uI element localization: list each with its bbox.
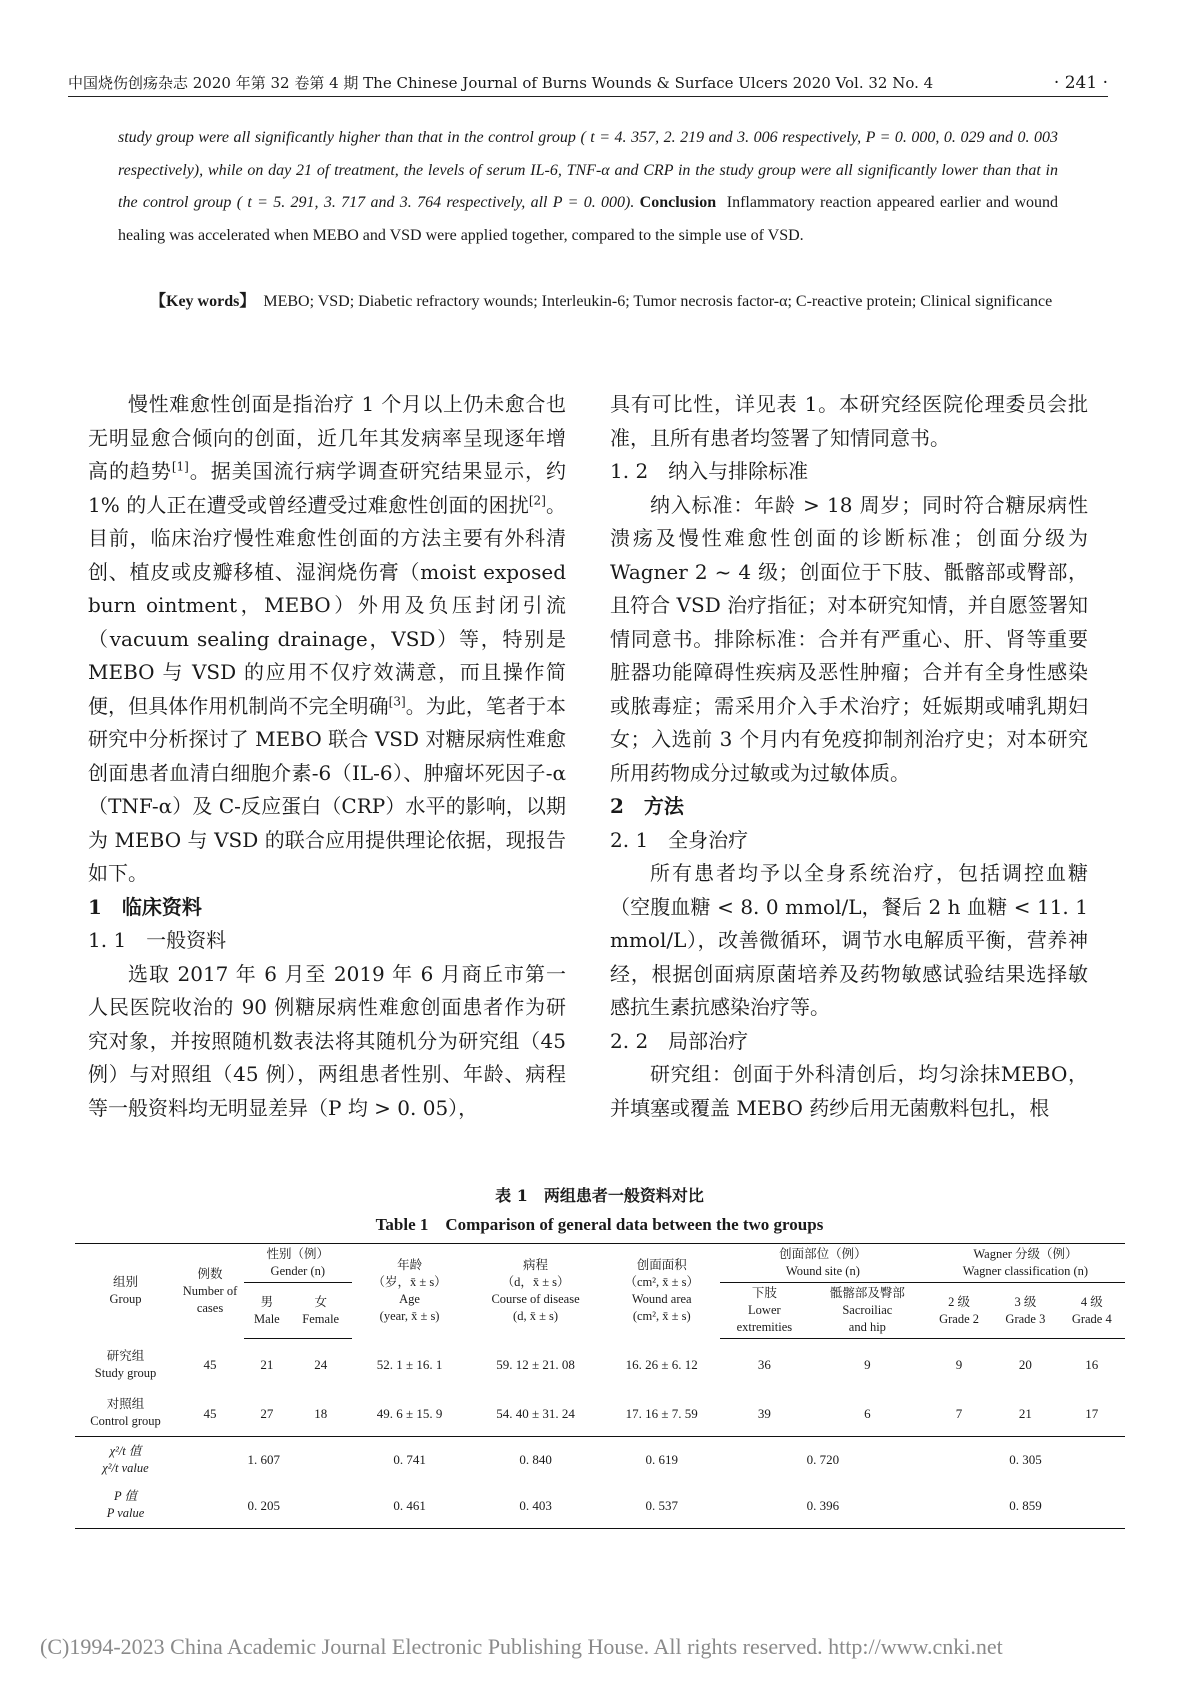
- table-row: 研究组 Study group 45 21 24 52. 1 ± 16. 1 59. 12 ± 21. 08 16. 26 ± 6. 12 36 9 9 20 16: [94, 1348, 1099, 1380]
- th-female-en: Female: [302, 1311, 340, 1326]
- th-age-en: Age: [399, 1292, 420, 1307]
- th-course-cn: 病程: [523, 1258, 549, 1273]
- journal-header: 中国烧伤创疡杂志 2020 年第 32 卷第 4 期 The Chinese Journal of Burns Wounds & Surface Ulcers 2020 Vol. 32 No. 4: [68, 74, 934, 92]
- th-g4-cn: 4 级: [1080, 1294, 1103, 1309]
- table-general-data: [75, 1243, 1125, 1529]
- keywords-text: MEBO; VSD; Diabetic refractory wounds; Interleukin-6; Tumor necrosis factor-α; C-reactive protein; Clinical significance: [263, 293, 1053, 310]
- page-number: · 241 ·: [1053, 73, 1108, 93]
- table-caption-cn: 表 1 两组患者一般资料对比: [495, 1186, 704, 1205]
- citation: [3]: [388, 693, 406, 708]
- table-stat-row: χ²/t 值 χ²/t value 1. 607 0. 741 0. 840 0. 619 0. 720 0. 305: [75, 1437, 1125, 1483]
- th-group-en: Group: [109, 1292, 142, 1307]
- paragraph-continued: 具有可比性，详见表 1。本研究经医院伦理委员会批准，且所有患者均签署了知情同意书。: [610, 392, 1088, 450]
- table-row: 对照组 Control group 45 27 18 49. 6 ± 15. 9 54. 40 ± 31. 24 17. 16 ± 7. 59 39 6 7 21 17: [90, 1397, 1099, 1429]
- keywords-label: 【Key words】: [150, 293, 256, 310]
- th-cases-cn: 例数: [197, 1266, 223, 1281]
- section-heading-2-2: 2. 2 局部治疗: [610, 1028, 749, 1053]
- th-male-cn: 男: [260, 1294, 274, 1309]
- section-heading-2-1: 2. 1 全身治疗: [610, 827, 749, 852]
- table-subheader-row: 男 Male 女 Female 下肢 Lower extremities 骶髂部及臀部 Sacroiliac and hip 2 级 Grade 2 3 级 Grade 3 4 级 Grade 4: [75, 1283, 1125, 1339]
- th-wagner-en: Wagner classification (n): [962, 1264, 1089, 1278]
- paragraph-2-1: 所有患者均予以全身系统治疗，包括调控血糖（空腹血糖 < 8. 0 mmol/L，餐后 2 h 血糖 < 11. 1 mmol/L），改善微循环，调节水电解质平衡，营养神经，根据创面病原菌培养及药物敏感试验结果选择敏感抗生素抗感染治疗等。: [610, 861, 1088, 1019]
- th-site-en: Wound site (n): [785, 1264, 860, 1278]
- th-gender-en: Gender (n): [270, 1264, 326, 1278]
- th-gender-cn: 性别（例）: [266, 1247, 330, 1261]
- citation: [1]: [171, 459, 189, 474]
- conclusion-label: Conclusion: [639, 194, 717, 211]
- th-site-cn: 创面部位（例）: [779, 1247, 867, 1261]
- th-lower-cn: 下肢: [751, 1286, 777, 1300]
- table-header-row: 组别 Group 例数 Number of cases 性别（例） Gender (n) 年龄 （岁，x̄ ± s） Age (year, x̄ ± s) 病程 （d，x̄ ± s） Course of disease (d, x̄ ± s) 创面面积 （cm², x̄ ± s） Wound area (cm², x̄ ± s) 创面部位（例） Wound site (n) Wagner 分级（例） Wagner classification (n): [75, 1244, 1125, 1283]
- copyright-footer: (C)1994-2023 China Academic Journal Electronic Publishing House. All rights reserved. http://www.cnki.net: [40, 1634, 1003, 1659]
- section-heading-2: 2 方法: [610, 794, 684, 818]
- th-sacro-cn: 骶髂部及臀部: [829, 1286, 905, 1300]
- keywords: [118, 286, 1058, 319]
- paragraph-2-2: 研究组：创面于外科清创后，均匀涂抹MEBO，并填塞或覆盖 MEBO 药纱后用无菌敷料包扎，根: [610, 1062, 1088, 1120]
- table-stat-row: P 值 P value 0. 205 0. 461 0. 403 0. 537 0. 396 0. 859: [75, 1483, 1125, 1529]
- th-female-cn: 女: [314, 1294, 327, 1309]
- conclusion-text: Inflammatory reaction appeared earlier and wound healing was accelerated when MEBO and VSD were applied together, compared to the simple use of VSD.: [118, 194, 1059, 244]
- table-caption-en: Table 1 Comparison of general data between the two groups: [375, 1215, 824, 1234]
- intro-paragraph: 慢性难愈性创面是指治疗 1 个月以上仍未愈合也无明显愈合倾向的创面，近几年其发病率呈现逐年增高的趋势[1]。据美国流行病学调查研究结果显示，约 1% 的人正在遭受或曾经遭受过难愈性创面的困扰[2]。目前，临床治疗慢性难愈性创面的方法主要有外科清创、植皮或皮瓣移植、湿润烧伤膏（moist exposed burn ointment，MEBO）外用及负压封闭引流（vacuum sealing drainage，VSD）等，特别是 MEBO 与 VSD 的应用不仅疗效满意，而且操作简便，但具体作用机制尚不完全明确[3]。为此，笔者于本研究中分析探讨了 MEBO 联合 VSD 对糖尿病性难愈创面患者血清白细胞介素-6（IL-6）、肿瘤坏死因子-α（TNF-α）及 C-反应蛋白（CRP）水平的影响，以期为 MEBO 与 VSD 的联合应用提供理论依据，现报告如下。: [88, 392, 567, 885]
- paragraph-1-1: 选取 2017 年 6 月至 2019 年 6 月商丘市第一人民医院收治的 90 例糖尿病性难愈创面患者作为研究对象，并按照随机数表法将其随机分为研究组（45 例）与对照组（45 例），两组患者性别、年龄、病程等一般资料均无明显差异（P 均 > 0. 05），: [88, 961, 566, 1120]
- th-cases-en: Number of cases: [182, 1283, 238, 1315]
- right-column: [610, 388, 1088, 1125]
- section-heading-1-2: 1. 2 纳入与排除标准: [610, 459, 809, 483]
- th-male-en: Male: [254, 1311, 280, 1326]
- section-heading-1: 1 临床资料: [88, 894, 202, 919]
- th-group-cn: 组别: [112, 1275, 138, 1290]
- th-age-cn: 年龄: [397, 1258, 423, 1273]
- paragraph-1-2: 纳入标准：年龄 > 18 周岁；同时符合糖尿病性溃疡及慢性难愈性创面的诊断标准；创面分级为 Wagner 2 ~ 4 级；创面位于下肢、骶髂部或臀部，且符合 VSD 治疗指征；对本研究知情，并自愿签署知情同意书。排除标准：合并有严重心、肝、肾等重要脏器功能障碍性疾病及恶性肿瘤；合并有全身性感染或脓毒症；需采用介入手术治疗；妊娠期或哺乳期妇女；入选前 3 个月内有免疫抑制剂治疗史；对本研究所用药物成分过敏或为过敏体质。: [610, 492, 1088, 785]
- th-course-en: Course of disease: [491, 1292, 580, 1307]
- left-column: [88, 388, 566, 1125]
- th-wagner-cn: Wagner 分级（例）: [973, 1247, 1078, 1261]
- th-g3-cn: 3 级: [1014, 1294, 1037, 1309]
- running-header: [68, 70, 1108, 97]
- abstract-results-text: study group were all significantly higher than that in the control group ( t = 4. 357, 2. 219 and 3. 006 respectively, P = 0. 000, 0. 029 and 0. 003 respectively), while on day 21 of treatment, the levels of serum IL-6, TNF-α and CRP in the study group were all significantly lower than that in the control group ( t = 5. 291, 3. 717 and 3. 764 respectively, all P = 0. 000).: [118, 129, 1058, 211]
- th-area-cn: 创面面积: [636, 1258, 687, 1273]
- th-g2-cn: 2 级: [948, 1294, 970, 1309]
- th-area-en: Wound area: [631, 1292, 692, 1307]
- section-heading-1-1: 1. 1 一般资料: [88, 928, 227, 952]
- abstract-continuation: [118, 122, 1058, 252]
- citation: [2]: [528, 492, 546, 507]
